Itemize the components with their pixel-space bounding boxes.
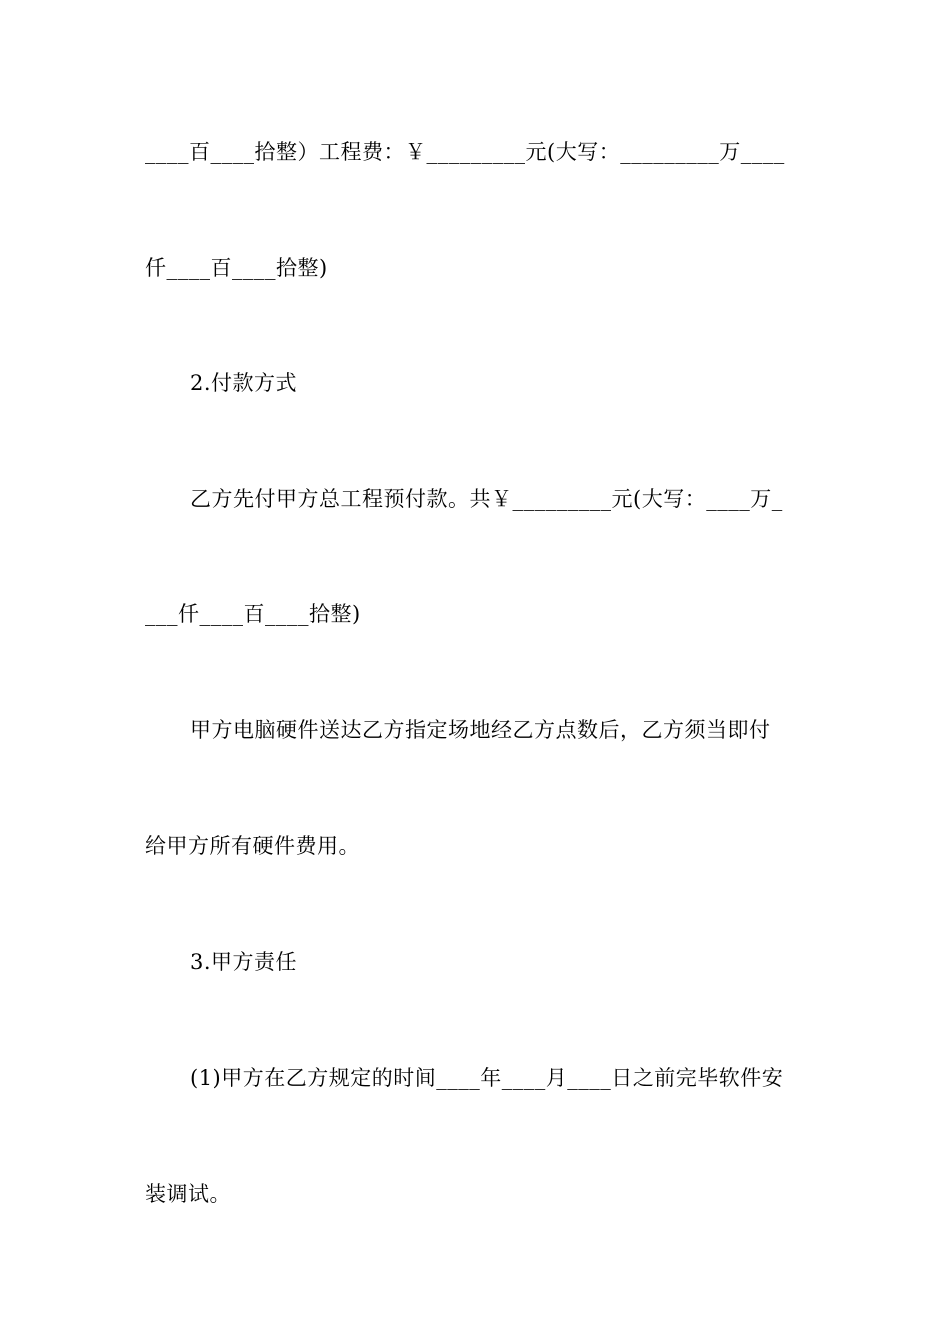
hardware-payment-line-2: 给甲方所有硬件费用。 [145, 834, 360, 858]
section-3-heading: 3.甲方责任 [190, 950, 298, 974]
responsibility-1-line-1: (1)甲方在乙方规定的时间____年____月____日之前完毕软件安 [190, 1066, 784, 1090]
responsibility-1-line-2: 装调试。 [145, 1182, 231, 1206]
prepayment-line-1: 乙方先付甲方总工程预付款。共￥_________元(大写：____万_ [190, 487, 783, 511]
fee-line-2: 仟____百____拾整) [145, 256, 328, 280]
fee-line-1: ____百____拾整）工程费：￥_________元(大写：_________万____ [145, 140, 785, 164]
prepayment-line-2: ___仟____百____拾整) [145, 602, 361, 626]
section-2-heading: 2.付款方式 [190, 371, 298, 395]
hardware-payment-line-1: 甲方电脑硬件送达乙方指定场地经乙方点数后，乙方须当即付 [190, 718, 771, 742]
